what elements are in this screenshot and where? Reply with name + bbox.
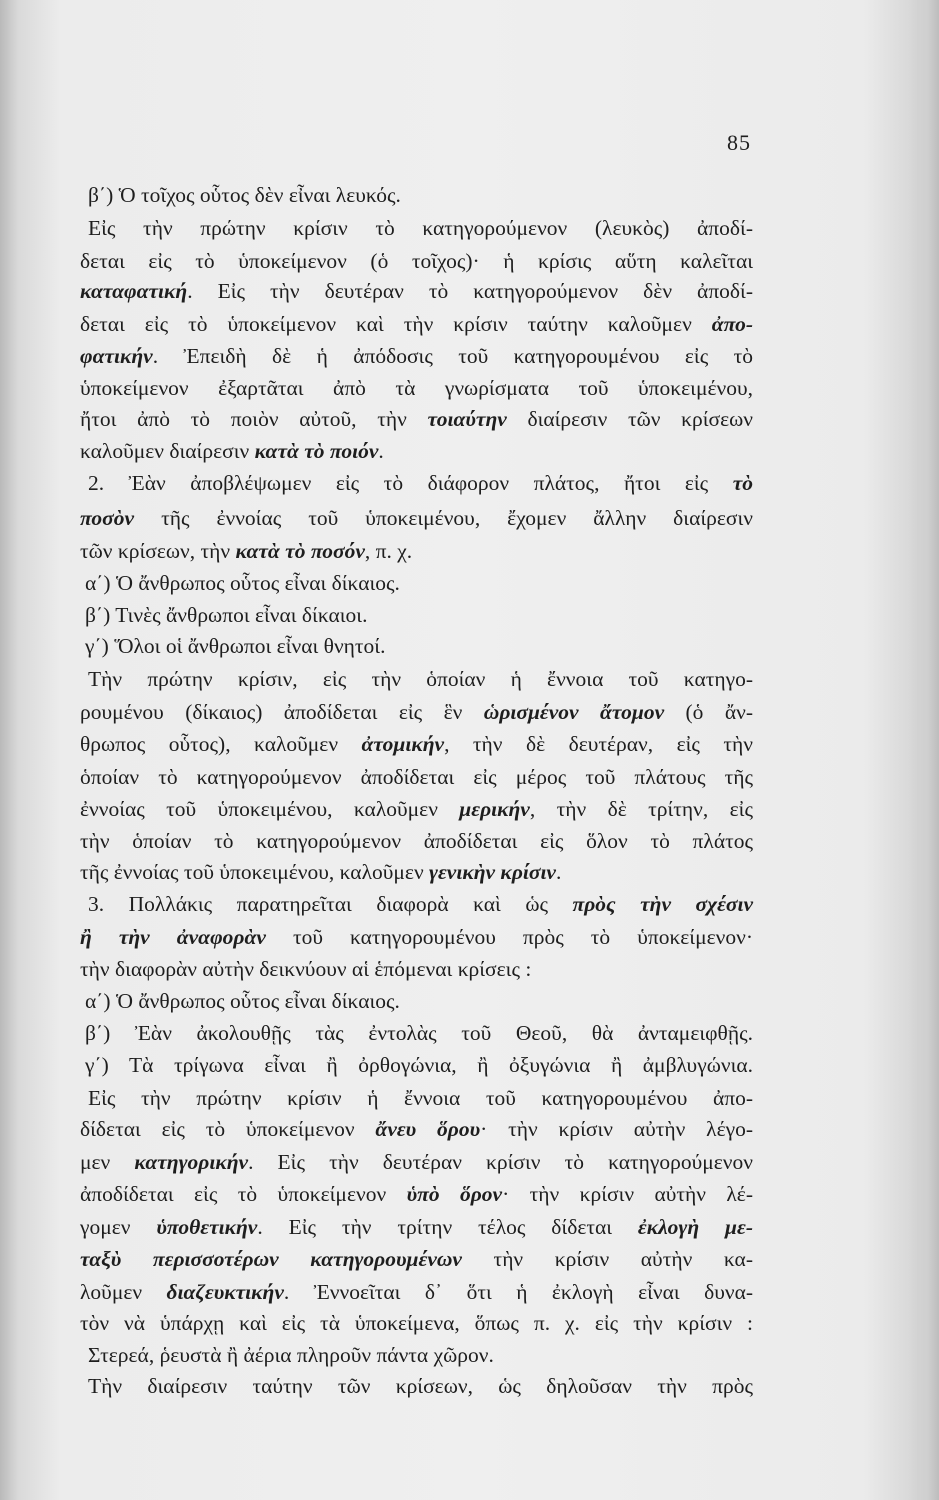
text-run: καλοῦμεν διαίρεσιν [80,439,255,463]
text-run: . Ἐννοεῖται δ᾽ ὅτι ἡ ἐκλογὴ εἶναι δυνα- [283,1280,753,1304]
text-run: · τὴν κρίσιν αὐτὴν λέ- [502,1182,753,1206]
text-run: τὴν κρίσιν αὐτὴν κα- [461,1247,753,1271]
text-line [80,1179,753,1209]
text-run: τὴν διαφορὰν αὐτὴν δεικνύουν αἱ ἑπόμεναι κρίσεις : [80,957,532,981]
text-line [88,664,753,694]
text-run: Τὴν πρώτην κρίσιν, εἰς τὴν ὁποίαν ἡ ἔννοια τοῦ κατηγο- [88,667,753,691]
text-line [80,436,753,466]
text-line [80,762,753,792]
emphasized-term: ἄνευ ὅρου [375,1117,481,1141]
emphasized-term: ποσὸν [80,506,135,530]
text-line [85,568,753,598]
text-run: Τὴν διαίρεσιν ταύτην τῶν κρίσεων, ὡς δηλοῦσαν τὴν πρὸς [88,1374,753,1398]
text-line [80,536,753,566]
text-line [80,729,753,759]
text-run: διαίρεσιν τῶν κρίσεων [506,407,753,431]
text-run: 3. Πολλάκις παρατηρεῖται διαφορὰ καὶ ὡς [88,892,573,916]
text-run: τῶν κρίσεων, τὴν [80,539,236,563]
text-line [88,213,753,243]
emphasized-term: ἀπο- [711,312,753,336]
text-run: ὁποίαν τὸ κατηγορούμενον ἀποδίδεται εἰς μέρος τοῦ πλάτους τῆς [80,765,753,789]
emphasized-term: ἐκλογὴ με- [637,1215,753,1239]
text-run: θρωπος οὗτος), καλοῦμεν [80,732,362,756]
text-line [80,1244,753,1274]
emphasized-term: τοιαύτην [427,407,507,431]
text-line [80,1308,753,1338]
emphasized-term: τὸ [732,471,753,495]
emphasized-term: διαζευκτικήν [166,1280,284,1304]
emphasized-term: κατὰ τὸ ποσόν [235,539,365,563]
emphasized-term: γενικὴν κρίσιν [429,860,556,884]
emphasized-term: μερικήν [459,797,530,821]
text-run: δεται εἰς τὸ ὑποκείμενον (ὁ τοῖχος)· ἡ κρίσις αὕτη καλεῖται [80,249,753,273]
text-run: ἐννοίας τοῦ ὑποκειμένου, καλοῦμεν [80,797,460,821]
text-run: δεται εἰς τὸ ὑποκείμενον καὶ τὴν κρίσιν ταύτην καλοῦμεν [80,312,712,336]
text-run: 2. Ἐὰν ἀποβλέψωμεν εἰς τὸ διάφορον πλάτος, ἤτοι εἰς [88,471,733,495]
text-line [80,857,753,887]
emphasized-term: ὑποθετικήν [156,1215,258,1239]
text-run: . Εἰς τὴν δευτέραν τὸ κατηγορούμενον δὲν ἀποδί- [187,279,753,303]
text-line [85,1050,753,1080]
text-line [80,1212,753,1242]
text-line [80,309,753,339]
text-run: · τὴν κρίσιν αὐτὴν λέγο- [480,1117,754,1141]
text-run: Εἰς τὴν πρώτην κρίσιν ἡ ἔννοια τοῦ κατηγορουμένου ἀπο- [88,1086,753,1110]
text-line [85,631,753,661]
emphasized-term: ὑπὸ ὅρον [406,1182,503,1206]
text-line [80,697,753,727]
text-run: γομεν [80,1215,157,1239]
text-line [80,373,753,403]
emphasized-term: κατηγορικήν [134,1150,249,1174]
text-line [85,986,753,1016]
text-run: . Εἰς τὴν δευτέραν κρίσιν τὸ κατηγορούμενον [248,1150,753,1174]
emphasized-term: φατικήν [80,344,153,368]
text-run: Εἰς τὴν πρώτην κρίσιν τὸ κατηγορούμενον (λευκὸς) ἀποδί- [88,216,753,240]
text-line [80,404,753,434]
text-run: . [378,439,384,463]
text-run: β΄) Ἐὰν ἀκολουθῇς τὰς ἐντολὰς τοῦ Θεοῦ, θὰ ἀνταμειφθῇς. [85,1021,753,1045]
text-line [85,600,753,630]
emphasized-term: καταφατική [80,279,188,303]
text-run: , π. χ. [364,539,413,563]
text-line [85,1018,753,1048]
text-line [88,180,753,210]
text-line [80,794,753,824]
text-line [80,341,753,371]
text-run: α΄) Ὁ ἄνθρωπος οὗτος εἶναι δίκαιος. [85,571,400,595]
text-line [80,826,753,856]
text-line [80,276,753,306]
text-run: . Ἐπειδὴ δὲ ἡ ἀπόδοσις τοῦ κατηγορουμένου εἰς τὸ [152,344,753,368]
text-run: (ὁ ἄν- [664,700,753,724]
text-run: τῆς ἐννοίας τοῦ ὑποκειμένου, καλοῦμεν [80,860,430,884]
text-line [88,889,753,919]
text-line [88,1340,753,1370]
text-run: , τὴν δὲ τρίτην, εἰς [529,797,753,821]
text-run: ἤτοι ἀπὸ τὸ ποιὸν αὐτοῦ, τὴν [80,407,428,431]
text-run: γ΄) Ὅλοι οἱ ἄνθρωποι εἶναι θνητοί. [85,634,386,658]
text-run: δίδεται εἰς τὸ ὑποκείμενον [80,1117,376,1141]
text-run: γ΄) Τὰ τρίγωνα εἶναι ἢ ὀρθογώνια, ἢ ὀξυγώνια ἢ ἀμβλυγώνια. [85,1053,753,1077]
emphasized-term: ἢ τὴν ἀναφορὰν [80,925,266,949]
text-line [80,954,753,984]
page-edge-shadow [909,0,939,1500]
page-number: 85 [727,130,751,155]
text-run: τῆς ἐννοίας τοῦ ὑποκειμένου, ἔχομεν ἄλλην διαίρεσιν [134,506,753,530]
text-run: ὑποκείμενον ἐξαρτᾶται ἀπὸ τὰ γνωρίσματα τοῦ ὑποκειμένου, [80,376,753,400]
text-run: β΄) Ὁ τοῖχος οὗτος δὲν εἶναι λευκός. [88,183,401,207]
text-line [88,1371,753,1401]
emphasized-term: ἀτομικήν [361,732,445,756]
text-run: , τὴν δὲ δευτέραν, εἰς τὴν [444,732,753,756]
text-line [80,1114,753,1144]
text-run: ρουμένου (δίκαιος) ἀποδίδεται εἰς ἓν [80,700,484,724]
text-line [80,1277,753,1307]
text-run: . Εἰς τὴν τρίτην τέλος δίδεται [257,1215,638,1239]
text-run: τοῦ κατηγορουμένου πρὸς τὸ ὑποκείμενον· [265,925,753,949]
emphasized-term: πρὸς τὴν σχέσιν [572,892,753,916]
text-line [88,1083,753,1113]
text-line [80,503,753,533]
emphasized-term: κατὰ τὸ ποιόν [254,439,379,463]
text-run: ἀποδίδεται εἰς τὸ ὑποκείμενον [80,1182,407,1206]
text-line [80,246,753,276]
text-run: τὸν νὰ ὑπάρχῃ καὶ εἰς τὰ ὑποκείμενα, ὅπως π. χ. εἰς τὴν κρίσιν : [80,1311,753,1335]
text-line [80,1147,753,1177]
text-line [88,468,753,498]
emphasized-term: ὡρισμένον ἄτομον [483,700,665,724]
text-run: β΄) Τινὲς ἄνθρωποι εἶναι δίκαιοι. [85,603,368,627]
text-run: α΄) Ὁ ἄνθρωπος οὗτος εἶναι δίκαιος. [85,989,400,1013]
text-run: μεν [80,1150,135,1174]
text-run: λοῦμεν [80,1280,167,1304]
text-run: . [555,860,562,884]
emphasized-term: ταξὺ περισσοτέρων κατηγορουμένων [80,1247,462,1271]
text-run: τὴν ὁποίαν τὸ κατηγορούμενον ἀποδίδεται εἰς ὅλον τὸ πλάτος [80,829,753,853]
text-line [80,922,753,952]
text-run: Στερεά, ῥευστὰ ἢ ἀέρια πληροῦν πάντα χῶρον. [88,1343,494,1367]
